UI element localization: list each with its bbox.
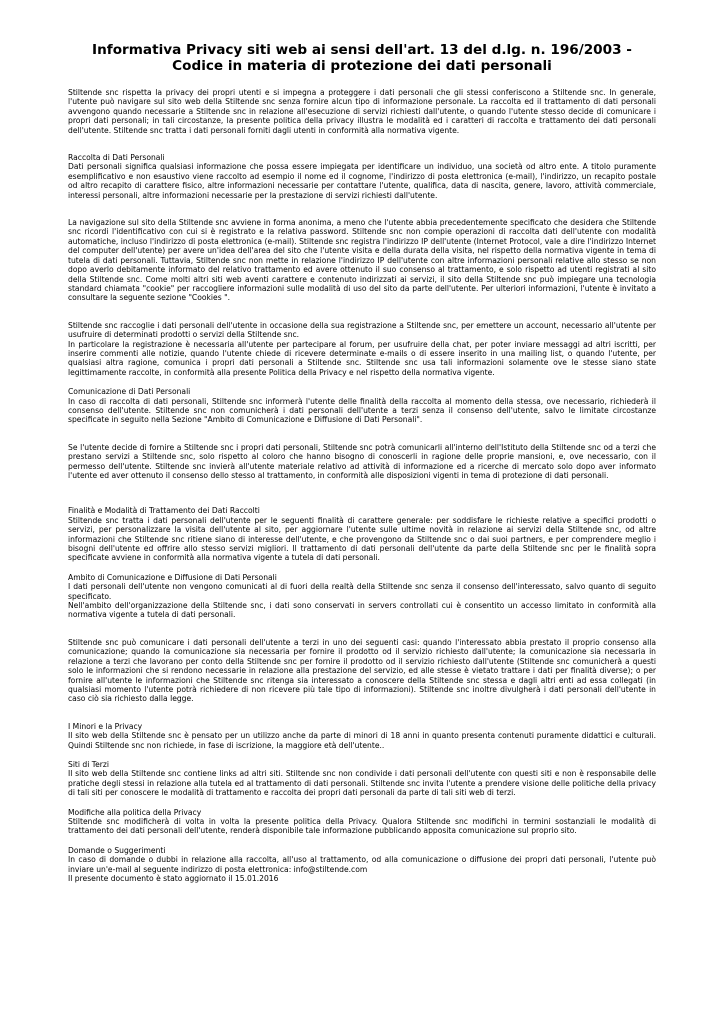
document-title: Informativa Privacy siti web ai sensi dell'art. 13 del d.lg. n. 196/2003 - Codice in materia di protezione dei dati personali [92,42,632,74]
paragraph-comunicazione-2: Se l'utente decide di fornire a Stiltende snc i propri dati personali, Stiltende snc potrà comunicarli all'interno dell'Istituto della Stiltende snc od a terzi che prestano servizi a Stiltende snc, solo rispetto al coloro che hanno bisogno di conoscerli in ragione delle proprie mansioni, e, ove necessario, con il permesso dell'utente. Stiltende snc invierà all'utente materiale relativo ad attività di informazione ed a ricerche di mercato solo dopo aver informato l'utente ed aver ottenuto il consenso dello stesso al trattamento, in conformità alle disposizioni vigenti in tema di protezione di dati personali. [68,442,656,480]
paragraph-ambito-1: I dati personali dell'utente non vengono comunicati al di fuori della realtà della Stiltende snc senza il consenso dell'interessato, salvo quanto di seguito specificato. [68,582,656,601]
paragraph-raccolta-4: In particolare la registrazione è necessaria all'utente per partecipare al forum, per usufruire della chat, per poter inviare messaggi ad altri iscritti, per inserire commenti alle notizie, quando l'utente chiede di ricevere determinate e-mails o di essere inserito in una mailing list, o quando l'utente, per qualsiasi altra ragione, comunica i propri dati personali a Stiltende snc. Stiltende snc usa tali informazioni solamente ove le stesse siano state legittimamente raccolte, in conformità alla presente Politica della Privacy e nel rispetto della normativa vigente. [68,339,656,377]
paragraph-finalita: Stiltende snc tratta i dati personali dell'utente per le seguenti finalità di carattere generale: per soddisfare le richieste relative a specifici prodotti o servizi, per personalizzare la visita dell'utente al sito, per aggiornare l'utente sulle ultime novità in relazione ai servizi della Stiltende snc, od altre informazioni che Stiltende snc ritiene siano di interesse dell'utente, e che provengono da Stiltende snc o dai suoi partners, e per comprendere meglio i bisogni dell'utente ed offrire allo stesso servizi migliori. Il trattamento di dati personali dell'utente da parte della Stiltende snc per le finalità sopra specificate avviene in conformità alla normativa vigente a tutela di dati personali. [68,515,656,563]
intro-paragraph: Stiltende snc rispetta la privacy dei propri utenti e si impegna a proteggere i dati personali che gli stessi conferiscono a Stiltende snc. In generale, l'utente può navigare sul sito web della Stiltende snc senza fornire alcun tipo di informazione personale. La raccolta ed il trattamento di dati personali avvengono quando necessarie a Stiltende snc in relazione all'esecuzione di servizi richiesti dall'utente, o quando l'utente stesso decide di comunicare i propri dati personali; in tali circostanze, la presente politica della privacy illustra le modalità ed i caratteri di raccolta e trattamento dei dati personali dell'utente. Stiltende snc tratta i dati personali forniti dagli utenti in conformità alla normativa vigente. [68,88,656,135]
paragraph-raccolta-2: La navigazione sul sito della Stiltende snc avviene in forma anonima, a meno che l'utente abbia precedentemente specificato che desidera che Stiltende snc ricordi l'identificativo con cui si è registrato e la relativa password. Stiltende snc non compie operazioni di raccolta dati dell'utente con modalità automatiche, incluso l'indirizzo di posta elettronica (e-mail). Stiltende snc registra l'indirizzo IP dell'utente (Internet Protocol, vale a dire l'indirizzo Internet del computer dell'utente) per avere un'idea dell'area del sito che l'utente visita e della durata della visita, nel rispetto della normativa vigente in tema di tutela di dati personali. Tuttavia, Stiltende snc non mette in relazione l'indirizzo IP dell'utente con altre informazioni personali relative allo stesso se non dopo averlo debitamente informato del relativo trattamento ed avere ottenuto il suo consenso al trattamento, e solo rispetto ad utenti registrati al sito della Stiltende snc. Come molti altri siti web aventi carattere e contenuto indirizzati ai servizi, il sito della Stiltende snc può impiegare una tecnologia standard chiamata "cookie" per raccogliere informazioni sulle modalità di uso del sito da parte dell'utente. Per ulteriori informazioni, l'utente è invitato a consultare la seguente sezione "Cookies ". [68,218,656,303]
paragraph-raccolta-3: Stiltende snc raccoglie i dati personali dell'utente in occasione della sua registrazione a Stiltende snc, per emettere un account, necessario all'utente per usufruire di determinati prodotti o servizi della Stiltende snc. [68,320,656,340]
paragraph-aggiornato: Il presente documento è stato aggiornato il 15.01.2016 [68,874,279,883]
paragraph-minori: Il sito web della Stiltende snc è pensato per un utilizzo anche da parte di minori di 18 anni in quanto presenta contenuti puramente didattici e culturali. Quindi Stiltende snc non richiede, in fase di iscrizione, la maggiore età dell'utente.. [68,731,656,750]
paragraph-siti-terzi: Il sito web della Stiltende snc contiene links ad altri siti. Stiltende snc non condivide i dati personali dell'utente con questi siti e non è responsabile delle pratiche degli stessi in relazione alla tutela ed al trattamento di dati personali. Stiltende snc invita l'utente a prendere visione delle politiche della privacy di tali siti per conoscere le modalità di trattamento e raccolta dei propri dati personali da parte di tali siti web di terzi. [68,769,656,798]
heading-minori: I Minori e la Privacy [68,721,143,731]
heading-siti-terzi: Siti di Terzi [68,759,110,769]
privacy-document [68,42,656,883]
paragraph-raccolta-1: Dati personali significa qualsiasi informazione che possa essere impiegata per identificare un individuo, una società od altro ente. A titolo puramente esemplificativo e non esaustivo viene raccolto ad esempio il nome ed il cognome, l'indirizzo di posta elettronica (e-mail), l'indirizzo, un recapito postale od altro recapito di carattere fisico, altre informazioni necessarie per contattare l'utente, qualifica, data di nascita, genere, lavoro, attività commerciale, interessi personali, altre informazioni necessarie per la prestazione di servizi richiesti dall'utente. [68,162,656,200]
paragraph-ambito-3: Stiltende snc può comunicare i dati personali dell'utente a terzi in uno dei seguenti casi: quando l'interessato abbia prestato il proprio consenso alla comunicazione; quando la comunicazione sia necessaria per fornire il prodotto od il servizio richiesto dall'utente; la comunicazione sia necessaria in relazione a terzi che lavorano per conto della Stiltende snc per fornire il prodotto od il servizio richiesto dall'utente (Stiltende snc comunicherà a questi solo le informazioni che si rendono necessarie in relazione alla prestazione del servizio, ed alle stesse è vietato trattare i dati per finalità diverse); o per fornire all'utente le informazioni che Stiltende snc ritenga sia interessato a conoscere della Stiltende snc stessa e dagli altri enti ad essa collegati (in qualsiasi momento l'utente potrà richiedere di non ricevere più tale tipo di informazioni). Stiltende snc inoltre divulgherà i dati personali dell'utente in caso ciò sia richiesto dalla legge. [68,637,656,704]
paragraph-domande: In caso di domande o dubbi in relazione alla raccolta, all'uso al trattamento, od alla comunicazione o diffusione dei propri dati personali, l'utente può inviare un'e-mail al seguente indirizzo di posta elettronica: info@stiltende.com [68,855,656,874]
paragraph-ambito-2: Nell'ambito dell'organizzazione della Stiltende snc, i dati sono conservati in servers controllati cui è consentito un accesso limitato in conformità alla normativa vigente a tutela di dati personali. [68,601,656,620]
heading-modifiche: Modifiche alla politica della Privacy [68,807,202,817]
heading-raccolta: Raccolta di Dati Personali [68,153,165,163]
heading-ambito: Ambito di Comunicazione e Diffusione di Dati Personali [68,572,277,582]
heading-comunicazione: Comunicazione di Dati Personali [68,387,191,397]
paragraph-modifiche: Stiltende snc modificherà di volta in volta la presente politica della Privacy. Qualora Stiltende snc modifichi in termini sostanziali le modalità di trattamento dei dati personali dell'utente, renderà disponibile tale informazione pubblicando apposita comunicazione sul proprio sito. [68,816,656,836]
paragraph-comunicazione-1: In caso di raccolta di dati personali, Stiltende snc informerà l'utente delle finalità della raccolta al momento della stessa, ove necessario, richiederà il consenso dell'utente. Stiltende snc non comunicherà i dati personali dell'utente a terzi senza il consenso dell'utente, salvo le limitate circostanze specificate in seguito nella Sezione "Ambito di Comunicazione e Diffusione di Dati Personali". [68,396,656,425]
heading-domande: Domande o Suggerimenti [68,845,166,855]
heading-finalita: Finalità e Modalità di Trattamento dei Dati Raccolti [68,506,260,516]
